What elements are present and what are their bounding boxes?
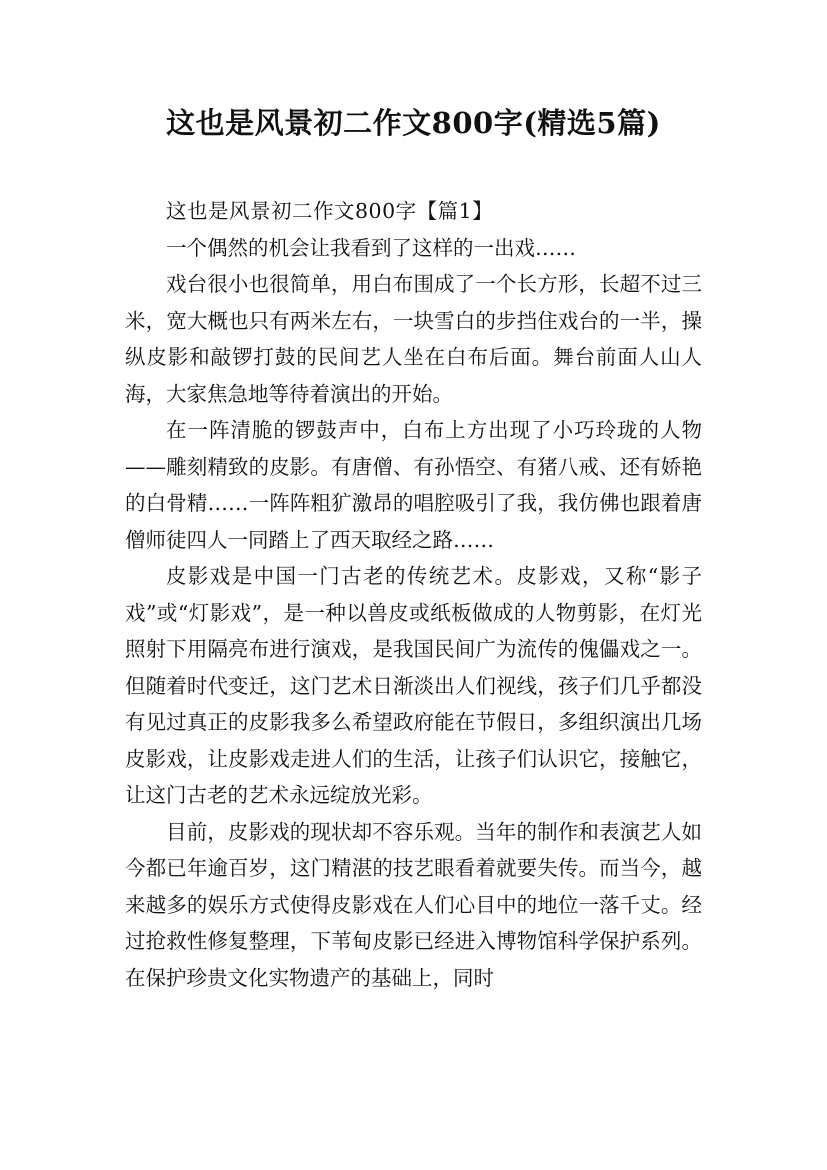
paragraph: 在一阵清脆的锣鼓声中，白布上方出现了小巧玲珑的人物——雕刻精致的皮影。有唐僧、有孙悟空、有猪八戒、还有娇艳的白骨精……一阵阵粗犷激昂的唱腔吸引了我，我仿佛也跟着唐僧师徒四人一同踏上了西天取经之路…… — [125, 418, 702, 552]
paragraph: 皮影戏是中国一门古老的传统艺术。皮影戏，又称“影子戏”或“灯影戏”，是一种以兽皮或纸板做成的人物剪影，在灯光照射下用隔亮布进行演戏，是我国民间广为流传的傀儡戏之一。但随着时代变迁，这门艺术日渐淡出人们视线，孩子们几乎都没有见过真正的皮影我多么希望政府能在节假日，多组织演出几场皮影戏，让皮影戏走进人们的生活，让孩子们认识它，接触它，让这门古老的艺术永远绽放光彩。 — [125, 564, 702, 807]
paragraph: 目前，皮影戏的现状却不容乐观。当年的制作和表演艺人如今都已年逾百岁，这门精湛的技艺眼看着就要失传。而当今，越来越多的娱乐方式使得皮影戏在人们心目中的地位一落千丈。经过抢救性修复整理，下苇甸皮影已经进入博物馆科学保护系列。在保护珍贵文化实物遗产的基础上，同时 — [125, 819, 702, 990]
paragraph: 一个偶然的机会让我看到了这样的一出戏…… — [166, 235, 576, 260]
document-body — [125, 193, 702, 996]
document-title: 这也是风景初二作文800字(精选5篇) — [166, 106, 661, 140]
paragraph: 戏台很小也很简单，用白布围成了一个长方形，长超不过三米，宽大概也只有两米左右，一块雪白的步挡住戏台的一半，操纵皮影和敲锣打鼓的民间艺人坐在白布后面。舞台前面人山人海，大家焦急地等待着演出的开始。 — [125, 272, 702, 406]
section-heading: 这也是风景初二作文800字【篇1】 — [166, 199, 494, 223]
